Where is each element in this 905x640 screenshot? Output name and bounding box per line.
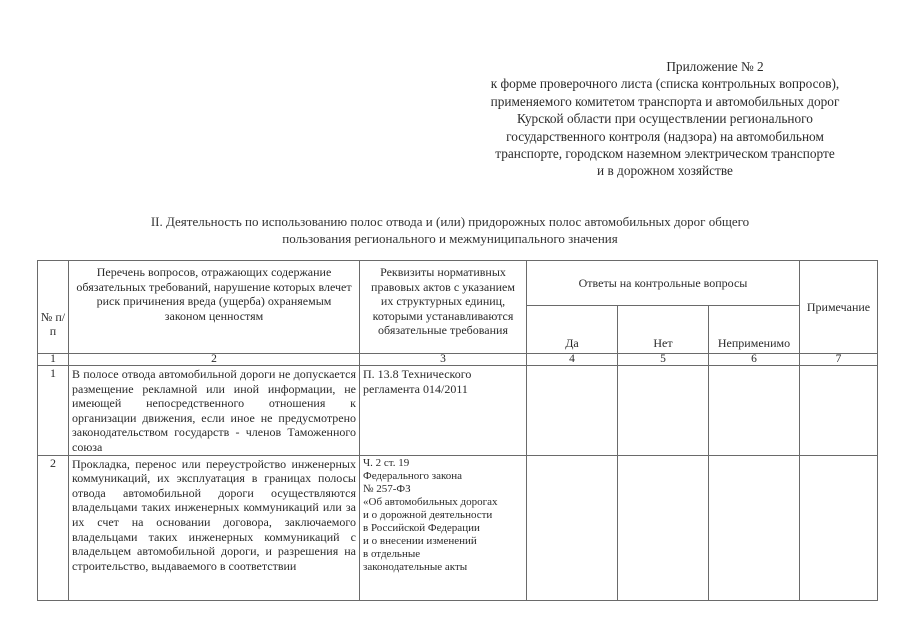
requisites-line: Федерального закона	[363, 469, 463, 482]
requisites-line: законодательные акты	[363, 560, 468, 573]
table-row	[38, 366, 878, 456]
checklist-table	[37, 260, 878, 601]
column-index: 4	[527, 354, 618, 366]
header-question: Перечень вопросов, отражающих содержание обязательных требований, нарушение которых влечет риск причинения вреда (ущерба) охраняемым законом ценностям	[69, 261, 360, 354]
column-index: 7	[800, 354, 878, 366]
answer-no-cell[interactable]	[618, 366, 709, 456]
column-index-row	[38, 354, 878, 366]
answer-yes-cell[interactable]	[527, 455, 618, 600]
header-no: Нет	[618, 306, 709, 354]
answer-yes-cell[interactable]	[527, 366, 618, 456]
requisites-line: в отдельные	[363, 547, 421, 560]
requisites-line: № 257-ФЗ	[363, 482, 411, 495]
appendix-line: применяемого комитетом транспорта и автомобильных дорог	[490, 93, 840, 109]
table-row	[38, 455, 878, 600]
column-index: 1	[38, 354, 69, 366]
requisites-line: «Об автомобильных дорогах	[363, 495, 498, 508]
section-title-line: пользования регионального и межмуниципального значения	[282, 231, 618, 246]
header-num: № п/п	[38, 261, 69, 354]
column-index: 5	[618, 354, 709, 366]
requisites-line: в Российской Федерации	[363, 521, 480, 534]
row-question: Прокладка, перенос или переустройство инженерных коммуникаций, их эксплуатация в границах полосы отвода автомобильной дороги осуществляются владельцами таких инженерных коммуникаций или за их счет на основании договора, заключаемого владельцами таких инженерных коммуникаций с владельцем автомобильной дороги, и разрешения на строительство, выдаваемого в соответствии	[69, 455, 360, 600]
column-index: 2	[69, 354, 360, 366]
row-question: В полосе отвода автомобильной дороги не допускается размещение рекламной или иной информации, не имеющей непосредственного отношения к организации движения, если иное не предусмотрено законодательством государств - членов Таможенного союза	[69, 366, 360, 456]
header-requisites: Реквизиты нормативных правовых актов с указанием их структурных единиц, которыми устанавливаются обязательные требования	[360, 261, 527, 354]
note-cell[interactable]	[800, 455, 878, 600]
row-requisites: П. 13.8 Технического регламента 014/2011	[360, 366, 527, 456]
note-cell[interactable]	[800, 366, 878, 456]
answer-no-cell[interactable]	[618, 455, 709, 600]
requisites-line: и о внесении изменений	[363, 534, 477, 547]
row-number: 2	[38, 455, 69, 600]
appendix-line: Курской области при осуществлении регионального	[517, 111, 813, 127]
appendix-line: и в дорожном хозяйстве	[597, 163, 733, 179]
column-index: 3	[360, 354, 527, 366]
header-yes: Да	[527, 306, 618, 354]
appendix-line: государственного контроля (надзора) на автомобильном	[506, 128, 824, 144]
header-na: Неприменимо	[709, 306, 800, 354]
section-title	[100, 213, 800, 247]
appendix-title: Приложение № 2	[666, 59, 764, 74]
appendix-line: к форме проверочного листа (списка контрольных вопросов),	[490, 76, 840, 92]
header-answers: Ответы на контрольные вопросы	[527, 261, 800, 306]
requisites-line: Ч. 2 ст. 19	[363, 456, 410, 469]
appendix-header	[430, 58, 900, 180]
row-number: 1	[38, 366, 69, 456]
requisites-line: и о дорожной деятельности	[363, 508, 493, 521]
header-note: Примечание	[800, 261, 878, 354]
appendix-line: транспорте, городском наземном электрическом транспорте	[495, 146, 835, 162]
column-index: 6	[709, 354, 800, 366]
section-title-line: II. Деятельность по использованию полос отвода и (или) придорожных полос автомобильных дорог общего	[150, 214, 750, 229]
answer-na-cell[interactable]	[709, 455, 800, 600]
answer-na-cell[interactable]	[709, 366, 800, 456]
row-requisites	[360, 455, 527, 600]
